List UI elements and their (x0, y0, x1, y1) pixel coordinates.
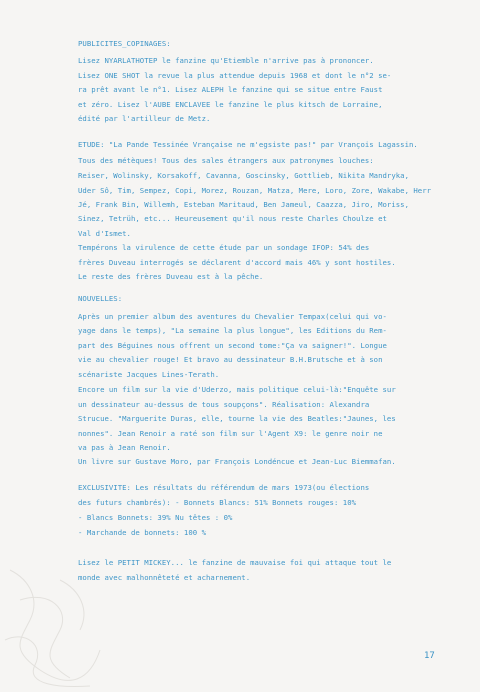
text-line: ETUDE: "La Pande Tessinée Vrançaise ne m'egsiste pas!" par Vrançois Lagassin. (78, 140, 418, 149)
text-line: nonnes". Jean Renoir a raté son film sur l'Agent X9: le genre noir ne (78, 429, 383, 438)
text-line: des futurs chambrés): - Bonnets Blancs: 51% Bonnets rouges: 10% (78, 498, 357, 507)
text-line: Strucue. "Marguerite Duras, elle, tourne la vie des Beatles:"Jaunes, les (78, 414, 396, 423)
text-line: NOUVELLES: (78, 294, 123, 303)
text-line: va pas à Jean Renoir. (78, 443, 171, 452)
page-number: 17 (424, 651, 435, 661)
text-line: Encore un film sur la vie d'Uderzo, mais politique celui-là:"Enquête sur (78, 385, 396, 394)
text-line: yage dans le temps), "La semaine la plus longue", les Editions du Rem- (78, 326, 387, 335)
text-line: Un livre sur Gustave Moro, par François Londéncue et Jean-Luc Biemmafan. (78, 457, 396, 466)
text-line: Uder Sô, Tim, Sempez, Copi, Morez, Rouzan, Matza, Mere, Loro, Zore, Wakabe, Herr (78, 186, 432, 195)
text-line: et zéro. Lisez l'AUBE ENCLAVEE le fanzine le plus kitsch de Lorraine, (78, 100, 383, 109)
text-line: Lisez ONE SHOT la revue la plus attendue depuis 1968 et dont le n°2 se- (78, 71, 392, 80)
text-line: scénariste Jacques Lines-Terath. (78, 370, 220, 379)
text-line: Reiser, Wolinsky, Korsakoff, Cavanna, Goscinsky, Gottlieb, Nikita Mandryka, (78, 171, 409, 180)
text-line: - Marchande de bonnets: 100 % (78, 528, 206, 537)
text-line: EXCLUSIVITE: Les résultats du référendum de mars 1973(ou élections (78, 483, 370, 492)
text-line: part des Béguines nous offrent un second tome:"Ça va saigner!". Longue (78, 341, 387, 350)
text-line: Tous des métèques! Tous des sales étrangers aux patronymes louches: (78, 156, 374, 165)
text-line: Tempérons la virulence de cette étude par un sondage IFOP: 54% des (78, 243, 370, 252)
text-line: ra prêt avant le n°1. Lisez ALEPH le fanzine qui se situe entre Faust (78, 85, 383, 94)
faint-bleedthrough-drawing (0, 560, 120, 692)
text-line: Jé, Frank Bin, Willemh, Esteban Maritaud, Ben Jameul, Caazza, Jiro, Moriss, (78, 200, 409, 209)
text-line: Le reste des frères Duveau est à la pêche. (78, 272, 264, 281)
text-line: Lisez le PETIT MICKEY... le fanzine de mauvaise foi qui attaque tout le (78, 558, 392, 567)
text-line: Sinez, Tetrüh, etc... Heureusement qu'il nous reste Charles Choulze et (78, 214, 387, 223)
text-line: Val d'Ismet. (78, 229, 131, 238)
text-line: monde avec malhonnêteté et acharnement. (78, 573, 251, 582)
text-line: Après un premier album des aventures du Chevalier Tempax(celui qui vo- (78, 312, 387, 321)
text-line: - Blancs Bonnets: 39% Nu têtes : 0% (78, 513, 233, 522)
text-line: édité par l'artilleur de Metz. (78, 114, 211, 123)
text-line: frères Duveau interrogés se déclarent d'accord mais 46% y sont hostiles. (78, 258, 396, 267)
text-line: un dessinateur au-dessus de tous soupçons". Réalisation: Alexandra (78, 400, 370, 409)
text-line: Lisez NYARLATHOTEP le fanzine qu'Etiemble n'arrive pas à prononcer. (78, 56, 374, 65)
text-line: vie au chevalier rouge! Et bravo au dessinateur B.H.Brutsche et à son (78, 355, 383, 364)
text-line: PUBLICITES_COPINAGES: (78, 39, 171, 48)
